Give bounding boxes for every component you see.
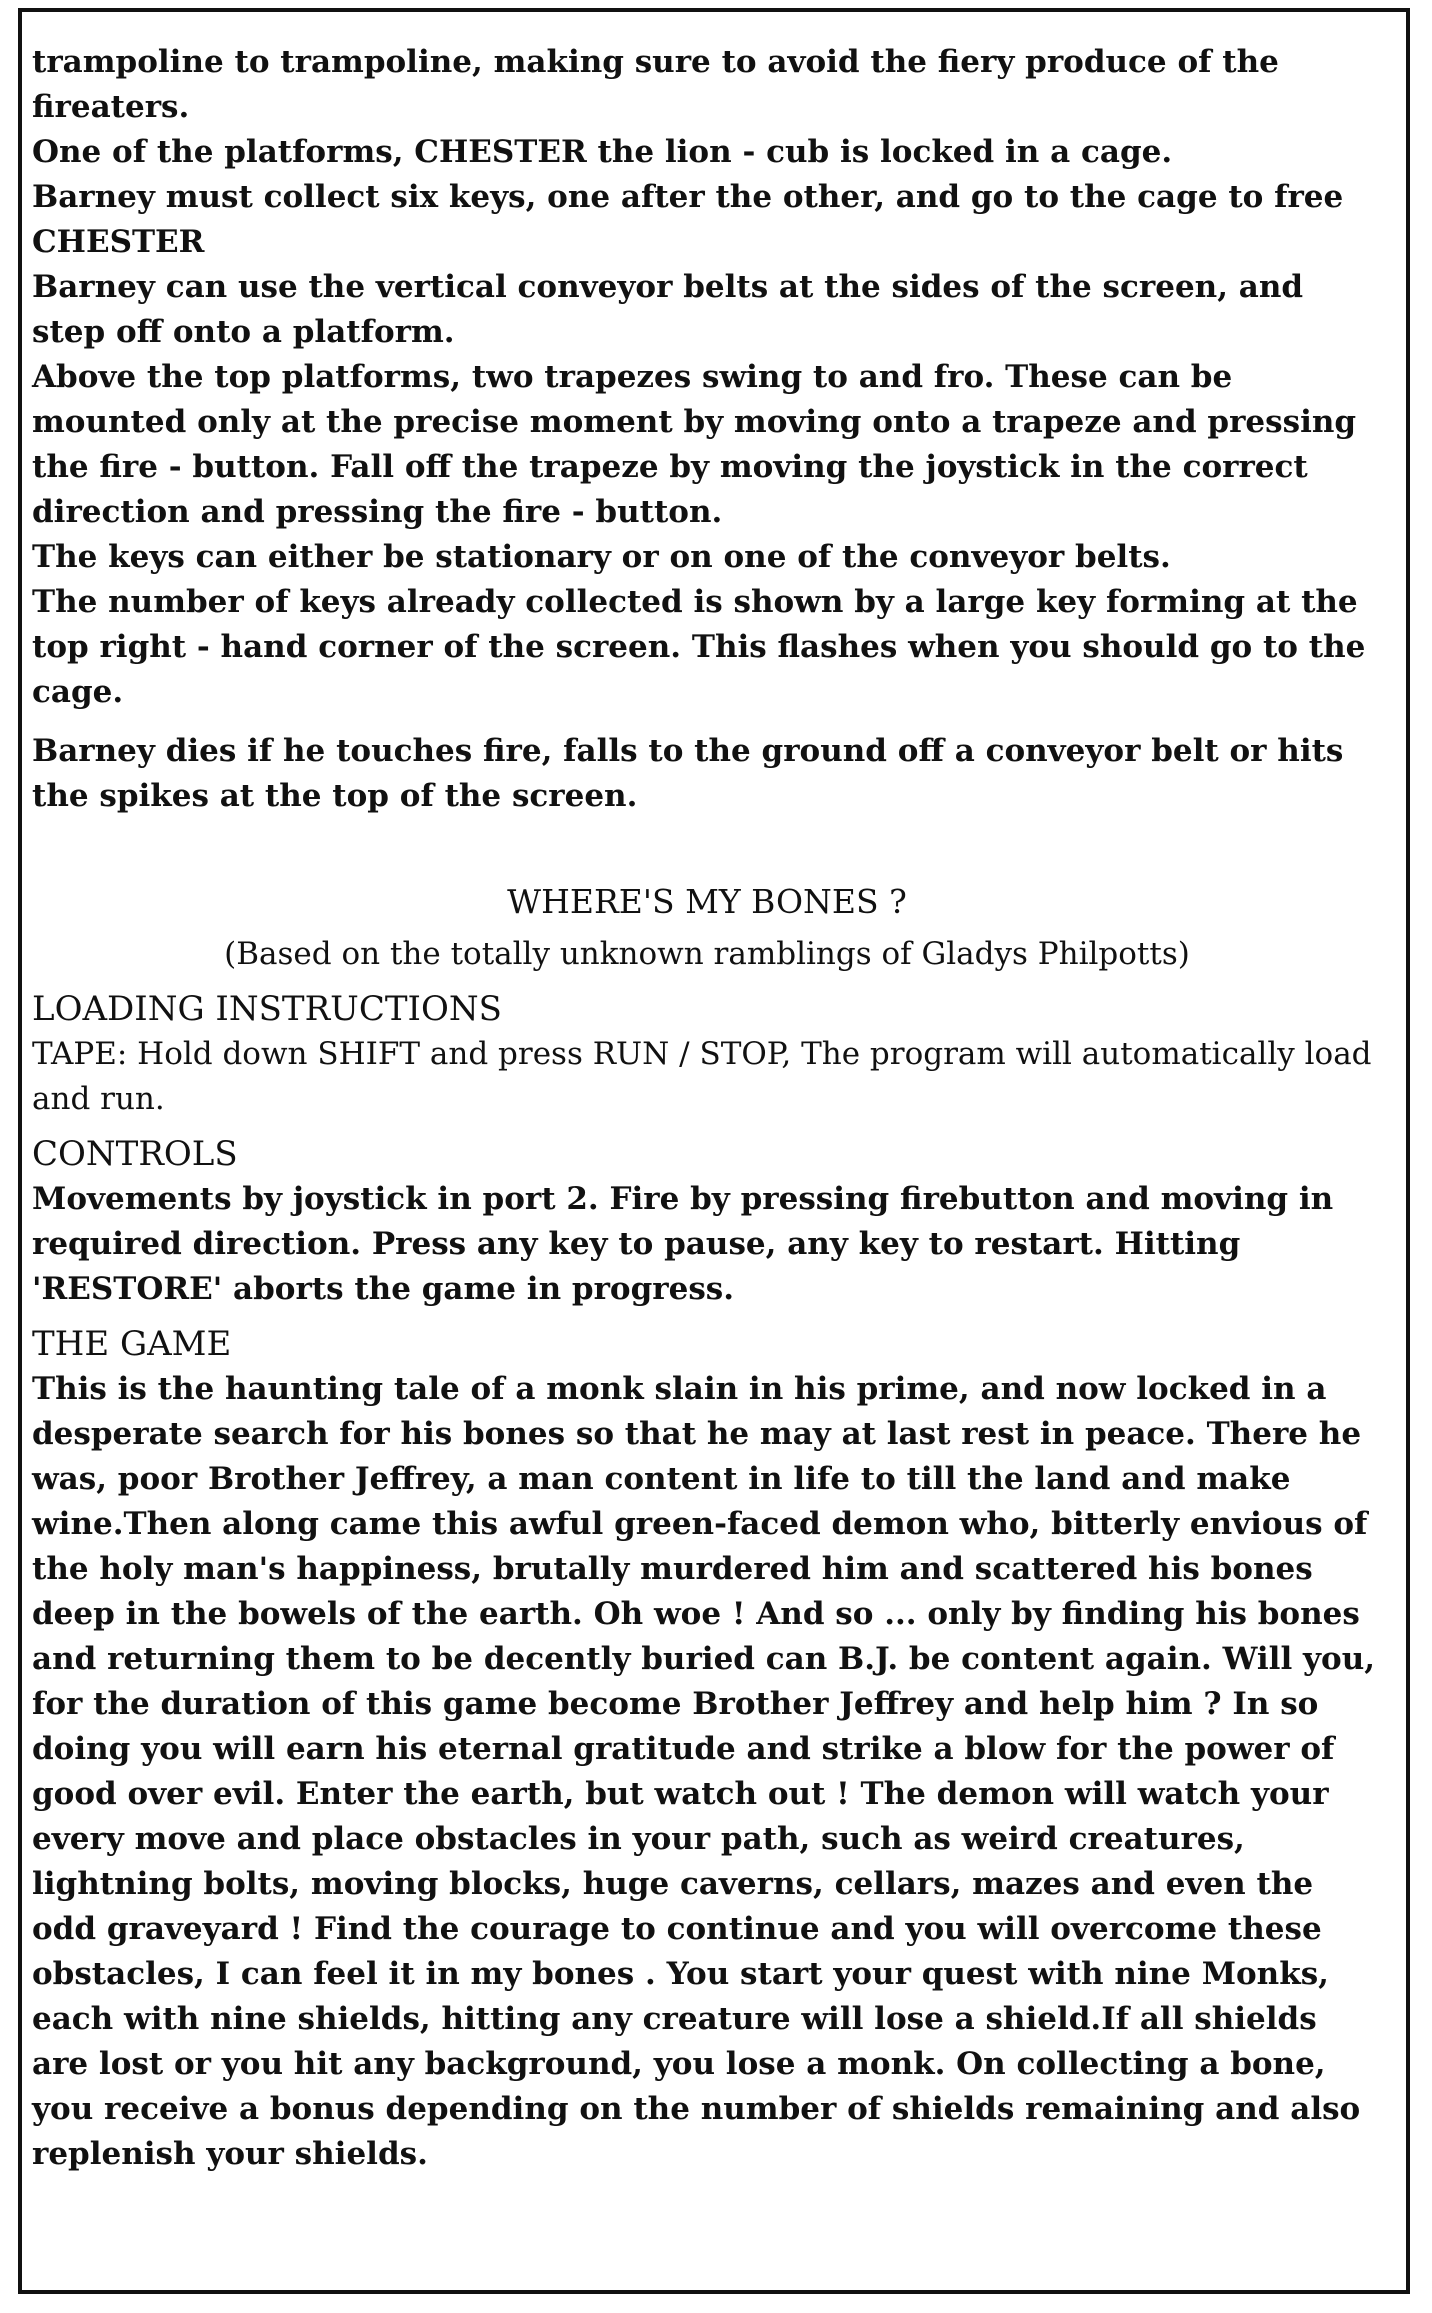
game-heading: THE GAME (32, 1324, 232, 1364)
controls-heading: CONTROLS (32, 1134, 238, 1174)
loading-text: TAPE: Hold down SHIFT and press RUN / STOP, The program will automatically load and run. (32, 1036, 1372, 1117)
intro-paragraph-7: The number of keys already collected is shown by a large key forming at the top right - hand corner of the screen. This flashes when you should go to the cage. (32, 584, 1366, 710)
intro-paragraph-8: Barney dies if he touches fire, falls to the ground off a conveyor belt or hits the spikes at the top of the screen. (32, 733, 1344, 814)
loading-heading: LOADING INSTRUCTIONS (32, 989, 502, 1029)
intro-paragraph-3: Barney must collect six keys, one after the other, and go to the cage to free CHESTER (32, 179, 1344, 260)
intro-paragraph-4: Barney can use the vertical conveyor belts at the sides of the screen, and step off onto a platform. (32, 269, 1304, 350)
document-body (32, 40, 1382, 2177)
game-title: WHERE'S MY BONES ? (507, 882, 907, 921)
intro-paragraph-6: The keys can either be stationary or on one of the conveyor belts. (32, 539, 1171, 575)
controls-text: Movements by joystick in port 2. Fire by pressing firebutton and moving in required direction. Press any key to pause, any key to restart. Hitting 'RESTORE' aborts the game in progress. (32, 1181, 1334, 1307)
game-subtitle: (Based on the totally unknown ramblings of Gladys Philpotts) (224, 936, 1190, 972)
intro-paragraph-2: One of the platforms, CHESTER the lion - cub is locked in a cage. (32, 134, 1173, 170)
intro-paragraph-5: Above the top platforms, two trapezes swing to and fro. These can be mounted only at the precise moment by moving onto a trapeze and pressing the fire - button. Fall off the trapeze by moving the joystick in the correct direction and pressing the fire - button. (32, 359, 1357, 530)
game-text: This is the haunting tale of a monk slain in his prime, and now locked in a desperate search for his bones so that he may at last rest in peace. There he was, poor Brother Jeffrey, a man content in life to till the land and make wine.Then along came this awful green-faced demon who, bitterly envious of the holy man's happiness, brutally murdered him and scattered his bones deep in the bowels of the earth. Oh woe ! And so ... only by finding his bones and returning them to be decently buried can B.J. be content again. Will you, for the duration of this game become Brother Jeffrey and help him ? In so doing you will earn his eternal gratitude and strike a blow for the power of good over evil. Enter the earth, but watch out ! The demon will watch your every move and place obstacles in your path, such as weird creatures, lightning bolts, moving blocks, huge caverns, cellars, mazes and even the odd graveyard ! Find the courage to continue and you will overcome these obstacles, I can feel it in my bones . You start your quest with nine Monks, each with nine shields, hitting any creature will lose a shield.If all shields are lost or you hit any background, you lose a monk. On collecting a bone, you receive a bonus depending on the number of shields remaining and also replenish your shields. (32, 1371, 1376, 2172)
intro-paragraph-1: trampoline to trampoline, making sure to avoid the fiery produce of the fireaters. (32, 44, 1279, 125)
